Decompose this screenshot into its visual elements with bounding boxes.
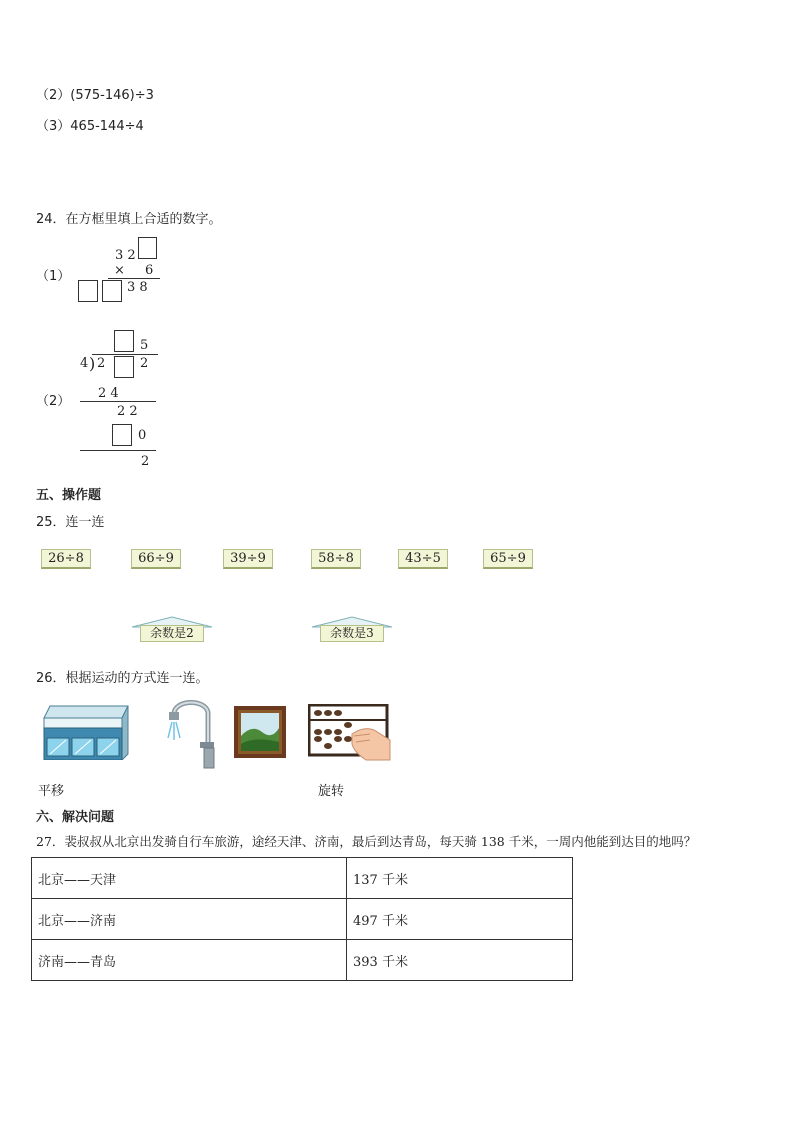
product-digits: 3 8 (127, 280, 148, 295)
q23-item-2: （2）(575-146)÷3 (36, 88, 154, 103)
blank-box[interactable] (114, 330, 134, 352)
table-row (32, 858, 573, 899)
q24-part2-label: （2） (36, 394, 71, 409)
times-sign: × (114, 263, 125, 278)
abacus-icon[interactable] (308, 704, 392, 762)
route-cell: 济南——青岛 (32, 940, 347, 981)
subtract-line-2 (80, 450, 156, 451)
division-bar (92, 354, 158, 355)
table-row (32, 899, 573, 940)
divisor: 4 (80, 356, 89, 371)
quotient-digit: 5 (140, 338, 149, 353)
blank-box[interactable] (112, 424, 132, 446)
subtract-2-tail: 0 (138, 428, 147, 443)
distance-cell: 393 千米 (347, 940, 573, 981)
section6-title: 六、解决问题 (36, 810, 115, 825)
route-cell: 北京——济南 (32, 899, 347, 940)
section5-title: 五、操作题 (36, 488, 102, 503)
table-row (32, 940, 573, 981)
blank-box[interactable] (102, 280, 122, 302)
remainder-1: 2 2 (117, 404, 138, 419)
picture-frame-icon[interactable] (234, 706, 286, 758)
division-bracket: ) (89, 354, 96, 373)
distance-table (31, 857, 573, 981)
multiplicand-digits: 3 2 (115, 248, 136, 263)
division-card[interactable]: 58÷8 (311, 549, 361, 569)
subtract-line-1 (80, 401, 156, 402)
q26-title: 26．根据运动的方式连一连。 (36, 671, 209, 686)
distance-cell: 137 千米 (347, 858, 573, 899)
division-card[interactable]: 66÷9 (131, 549, 181, 569)
dividend-tail: 2 (140, 356, 149, 371)
product-line (108, 278, 160, 279)
remainder-house[interactable] (130, 616, 214, 644)
label-translation: 平移 (38, 784, 65, 799)
division-card[interactable]: 26÷8 (41, 549, 91, 569)
q24-part1-label: （1） (36, 269, 71, 284)
q25-title: 25．连一连 (36, 515, 105, 530)
faucet-icon[interactable] (160, 696, 220, 770)
remainder-house[interactable] (310, 616, 394, 644)
q23-item-3: （3）465-144÷4 (36, 119, 144, 134)
subtract-1: 2 4 (98, 386, 119, 401)
label-rotation: 旋转 (318, 784, 345, 799)
division-card[interactable]: 43÷5 (398, 549, 448, 569)
blank-box[interactable] (114, 356, 134, 378)
q24-title: 24．在方框里填上合适的数字。 (36, 212, 222, 227)
division-card[interactable]: 65÷9 (483, 549, 533, 569)
house-label: 余数是2 (140, 625, 204, 642)
window-icon[interactable] (42, 704, 130, 760)
division-card[interactable]: 39÷9 (223, 549, 273, 569)
blank-box[interactable] (78, 280, 98, 302)
dividend-lead: 2 (97, 356, 106, 371)
multiplier-digit: 6 (145, 263, 154, 278)
distance-cell: 497 千米 (347, 899, 573, 940)
final-remainder: 2 (141, 454, 150, 469)
q27-title: 27．裴叔叔从北京出发骑自行车旅游，途经天津、济南，最后到达青岛，每天骑 138 千米，一周内他能到达目的地吗？ (36, 834, 697, 849)
house-label: 余数是3 (320, 625, 384, 642)
blank-box[interactable] (138, 237, 157, 259)
route-cell: 北京——天津 (32, 858, 347, 899)
